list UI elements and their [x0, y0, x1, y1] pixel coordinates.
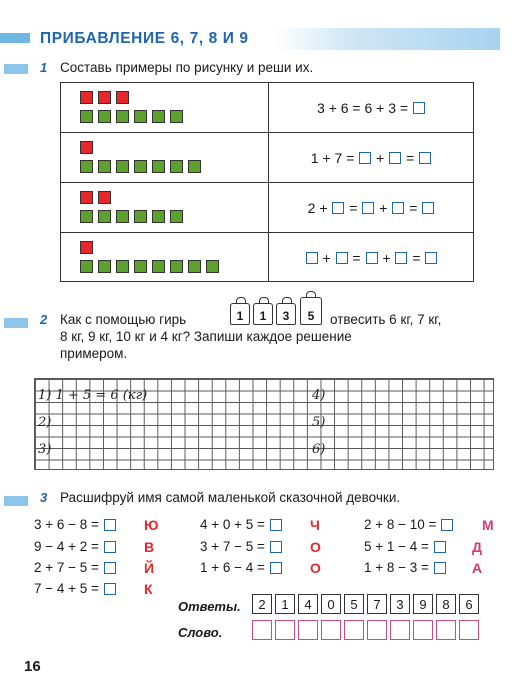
- handwritten-answer-5: 5): [312, 415, 326, 430]
- green-square: [98, 260, 111, 273]
- answer-box[interactable]: [434, 541, 446, 553]
- equation-text: 4 + 0 + 5 =: [200, 517, 265, 532]
- red-square: [98, 191, 111, 204]
- weight-icon: [300, 297, 322, 325]
- weight-label: 5: [307, 309, 315, 323]
- green-square: [188, 160, 201, 173]
- answer-box[interactable]: [425, 252, 437, 264]
- task1-instruction: Составь примеры по рисунку и реши их.: [60, 60, 314, 75]
- equation-text: 3 + 6 − 8 =: [34, 517, 99, 532]
- green-square: [134, 260, 147, 273]
- task1-table: [60, 82, 474, 282]
- answer-box[interactable]: [104, 541, 116, 553]
- answer-box[interactable]: [270, 541, 282, 553]
- answer-box[interactable]: [270, 519, 282, 531]
- answer-box[interactable]: [332, 202, 344, 214]
- answer-cell: 0: [321, 594, 341, 614]
- answer-cell: 7: [367, 594, 387, 614]
- answer-box[interactable]: [362, 202, 374, 214]
- task2-line1b: отвесить 6 кг, 7 кг,: [330, 312, 442, 327]
- handwritten-answer-1: 1) 1 + 5 = 6 (кг): [38, 388, 148, 403]
- cipher-letter: Ю: [144, 517, 159, 533]
- green-square: [116, 160, 129, 173]
- answer-box[interactable]: [419, 152, 431, 164]
- equation: [200, 539, 283, 554]
- task3-instruction: Расшифруй имя самой маленькой сказочной девочки.: [60, 490, 401, 505]
- task-marker-3: [4, 496, 28, 506]
- weight-icon: [230, 303, 250, 325]
- equation-text: 7 − 4 + 5 =: [34, 581, 99, 596]
- equation: [34, 560, 117, 575]
- task-number-1: 1: [40, 60, 48, 75]
- task-number-3: 3: [40, 490, 48, 505]
- table-row: [61, 133, 473, 183]
- weight-label: 1: [236, 309, 244, 323]
- equation-text: 2 + 7 − 5 =: [34, 560, 99, 575]
- handwritten-answer-6: 6): [312, 442, 326, 457]
- green-square: [80, 110, 93, 123]
- expression: 2 + = + =: [268, 183, 475, 233]
- green-square: [80, 260, 93, 273]
- green-square: [170, 260, 183, 273]
- green-square: [206, 260, 219, 273]
- green-square: [116, 210, 129, 223]
- word-cell[interactable]: [459, 620, 479, 640]
- cipher-letter: О: [310, 539, 321, 555]
- green-square: [98, 160, 111, 173]
- weight-label: 1: [259, 309, 267, 323]
- handwritten-answer-4: 4): [312, 388, 326, 403]
- red-square: [80, 241, 93, 254]
- weight-icon: [276, 303, 296, 325]
- cipher-letter: Й: [144, 560, 155, 576]
- answer-box[interactable]: [336, 252, 348, 264]
- green-square: [170, 160, 183, 173]
- cipher-letter: В: [144, 539, 155, 555]
- answer-box[interactable]: [270, 562, 282, 574]
- green-square: [116, 110, 129, 123]
- green-square: [134, 160, 147, 173]
- answer-box[interactable]: [306, 252, 318, 264]
- answer-box[interactable]: [104, 583, 116, 595]
- word-cell[interactable]: [298, 620, 318, 640]
- cipher-letter: Д: [472, 539, 482, 555]
- word-cell[interactable]: [252, 620, 272, 640]
- answer-box[interactable]: [104, 562, 116, 574]
- handwritten-answer-2: 2): [38, 415, 52, 430]
- word-cell[interactable]: [413, 620, 433, 640]
- green-square: [170, 210, 183, 223]
- equation-text: 9 − 4 + 2 =: [34, 539, 99, 554]
- word-cell[interactable]: [390, 620, 410, 640]
- word-cell[interactable]: [344, 620, 364, 640]
- cipher-letter: О: [310, 560, 321, 576]
- answer-box[interactable]: [389, 152, 401, 164]
- cipher-letter: М: [482, 517, 494, 533]
- green-square: [152, 210, 165, 223]
- answer-cell: 8: [436, 594, 456, 614]
- task-number-2: 2: [40, 312, 48, 327]
- equation-text: 5 + 1 − 4 =: [364, 539, 429, 554]
- task2-line2: 8 кг, 9 кг, 10 кг и 4 кг? Запиши каждое решение: [60, 329, 352, 344]
- word-label: Слово.: [178, 625, 223, 640]
- equation-text: 2 + 8 − 10 =: [364, 517, 437, 532]
- expression-text: 2 +: [307, 200, 328, 216]
- word-cell[interactable]: [321, 620, 341, 640]
- expression-text: 1 + 7 =: [310, 150, 355, 166]
- equation: [364, 539, 447, 554]
- answer-box[interactable]: [366, 252, 378, 264]
- expression: 1 + 7 = + =: [268, 133, 475, 183]
- answer-box[interactable]: [441, 519, 453, 531]
- green-square: [152, 110, 165, 123]
- equation: [34, 581, 117, 596]
- task2-line3: примером.: [60, 346, 128, 361]
- equation: [34, 539, 117, 554]
- answer-cell: 5: [344, 594, 364, 614]
- green-square: [170, 110, 183, 123]
- green-square: [98, 210, 111, 223]
- red-square: [98, 91, 111, 104]
- word-cell[interactable]: [367, 620, 387, 640]
- red-square: [80, 141, 93, 154]
- table-row: [61, 233, 473, 283]
- header-stripe: [0, 33, 30, 43]
- word-cell[interactable]: [436, 620, 456, 640]
- answer-cell: 6: [459, 594, 479, 614]
- green-square: [80, 160, 93, 173]
- expression: + = + =: [268, 233, 475, 283]
- red-square: [80, 191, 93, 204]
- answer-cell: 3: [390, 594, 410, 614]
- cipher-letter: Ч: [310, 517, 320, 533]
- equation: [34, 517, 117, 532]
- cipher-letter: А: [472, 560, 483, 576]
- red-square: [80, 91, 93, 104]
- equation: [364, 517, 454, 532]
- answer-box[interactable]: [359, 152, 371, 164]
- table-row: [61, 183, 473, 233]
- answer-box[interactable]: [104, 519, 116, 531]
- weight-icon: [253, 303, 273, 325]
- task-marker-1: [4, 64, 28, 74]
- cipher-letter: К: [144, 581, 153, 597]
- equation: [364, 560, 447, 575]
- table-row: [61, 83, 473, 133]
- answer-cell: 2: [252, 594, 272, 614]
- expression-text: 3 + 6 = 6 + 3 =: [317, 100, 409, 116]
- word-cell[interactable]: [275, 620, 295, 640]
- green-square: [152, 260, 165, 273]
- green-square: [80, 210, 93, 223]
- red-square: [116, 91, 129, 104]
- equation-text: 1 + 8 − 3 =: [364, 560, 429, 575]
- expression: [268, 83, 475, 133]
- green-square: [134, 210, 147, 223]
- green-square: [134, 110, 147, 123]
- answer-box[interactable]: [395, 252, 407, 264]
- answer-cell: 4: [298, 594, 318, 614]
- answer-box[interactable]: [434, 562, 446, 574]
- answer-cell: 9: [413, 594, 433, 614]
- answers-label: Ответы.: [178, 599, 241, 614]
- answer-box[interactable]: [392, 202, 404, 214]
- green-square: [116, 260, 129, 273]
- green-square: [188, 260, 201, 273]
- equation: [200, 560, 283, 575]
- weight-label: 3: [282, 309, 290, 323]
- green-square: [152, 160, 165, 173]
- answer-cell: 1: [275, 594, 295, 614]
- answer-box[interactable]: [422, 202, 434, 214]
- page-title: ПРИБАВЛЕНИЕ 6, 7, 8 И 9: [40, 30, 249, 47]
- handwritten-answer-3: 3): [38, 442, 52, 457]
- equation-text: 3 + 7 − 5 =: [200, 539, 265, 554]
- answer-box[interactable]: [413, 102, 425, 114]
- equation: [200, 517, 283, 532]
- green-square: [98, 110, 111, 123]
- equation-text: 1 + 6 − 4 =: [200, 560, 265, 575]
- task2-line1a: Как с помощью гирь: [60, 312, 187, 327]
- task-marker-2: [4, 318, 28, 328]
- page-number: 16: [24, 658, 41, 675]
